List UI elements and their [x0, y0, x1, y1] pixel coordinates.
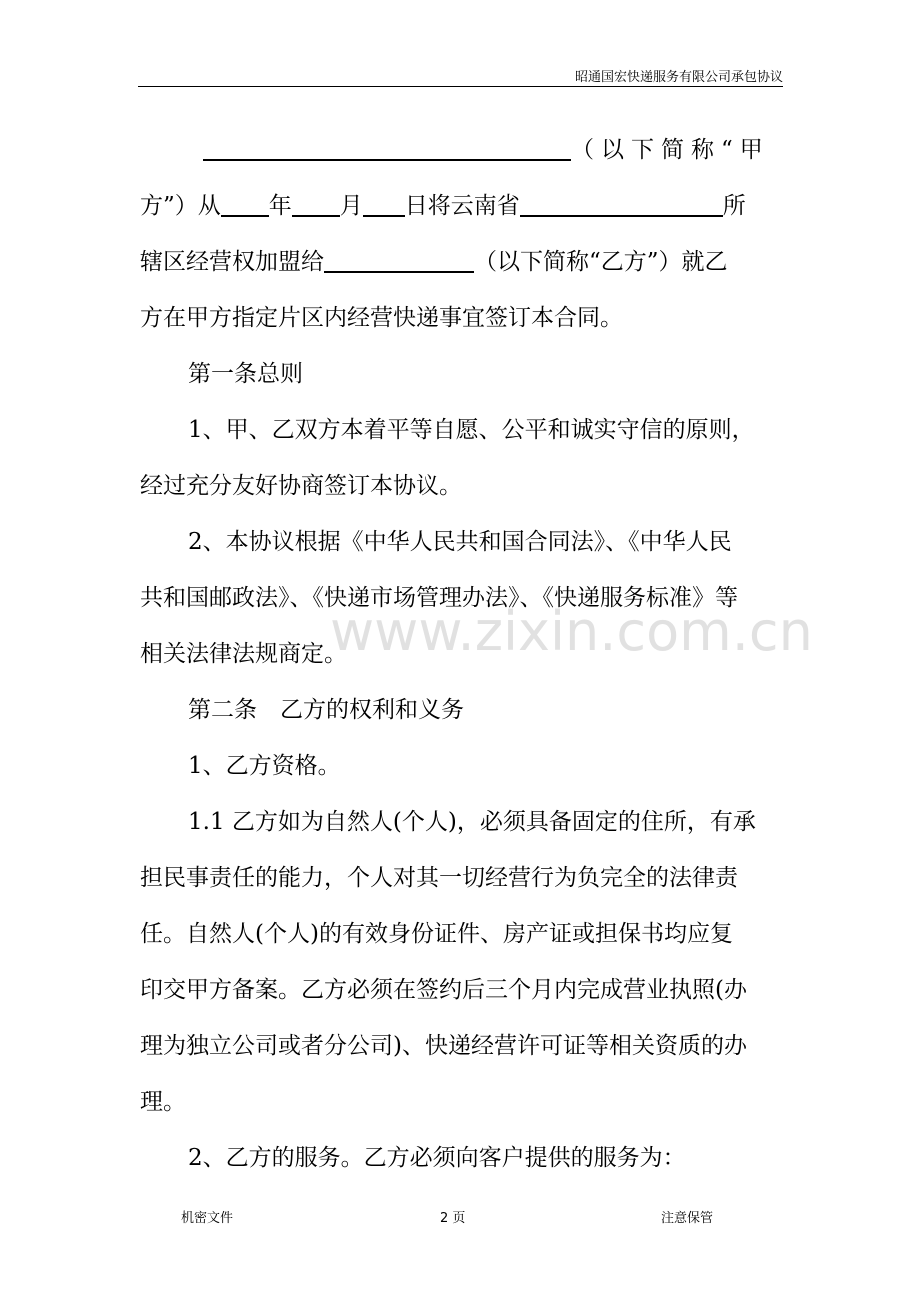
- paragraph-line: 理。: [140, 1089, 186, 1115]
- paragraph-line: 任。自然人(个人)的有效身份证件、房产证或担保书均应复: [140, 921, 733, 947]
- header-title: 昭通国宏快递服务有限公司承包协议: [574, 70, 783, 85]
- paragraph-line: 2、本协议根据《中华人民共和国合同法》、《中华人民: [188, 529, 732, 555]
- paragraph-line: 相关法律法规商定。: [140, 641, 347, 667]
- paragraph-line: 担民事责任的能力，个人对其一切经营行为负完全的法律责: [140, 865, 738, 891]
- footer-right: 注意保管: [661, 1211, 714, 1226]
- paragraph-line: 1.1 乙方如为自然人(个人)，必须具备固定的住所，有承: [188, 809, 756, 835]
- article-title: 第二条 乙方的权利和义务: [188, 697, 464, 723]
- paragraph-line: 1、乙方资格。: [188, 753, 341, 779]
- footer-page-number: 2 页: [440, 1211, 466, 1226]
- paragraph-line: 2、乙方的服务。乙方必须向客户提供的服务为：: [188, 1145, 686, 1171]
- page-header: [138, 64, 783, 87]
- paragraph-line: 理为独立公司或者分公司)、快递经营许可证等相关资质的办: [140, 1033, 747, 1059]
- paragraph-line: （以下简称“甲: [203, 131, 770, 164]
- blank-region: [520, 193, 723, 217]
- paragraph-line: 方在甲方指定片区内经营快递事宜签订本合同。: [140, 305, 623, 331]
- watermark: www.zixin.com.cn: [330, 600, 813, 663]
- paragraph-line: 印交甲方备案。乙方必须在签约后三个月内完成营业执照(办: [140, 977, 747, 1003]
- article-title: 第一条总则: [188, 361, 303, 387]
- blank-party-a: [203, 137, 571, 161]
- paragraph-line: 1、甲、乙双方本着平等自愿、公平和诚实守信的原则，: [188, 417, 755, 443]
- blank-year: [221, 193, 269, 217]
- paragraph-line: 经过充分友好协商签订本协议。: [140, 473, 462, 499]
- blank-day: [363, 193, 405, 217]
- paragraph-line: 方”）从 年 月 日将云南省 所: [140, 193, 746, 219]
- paragraph-line: 共和国邮政法》、《快递市场管理办法》、《快递服务标准》等: [140, 585, 738, 611]
- blank-month: [292, 193, 340, 217]
- blank-party-b: [324, 249, 474, 273]
- footer-left: 机密文件: [181, 1211, 234, 1226]
- paragraph-line: 辖区经营权加盟给 （以下简称“乙方”）就乙: [140, 249, 728, 275]
